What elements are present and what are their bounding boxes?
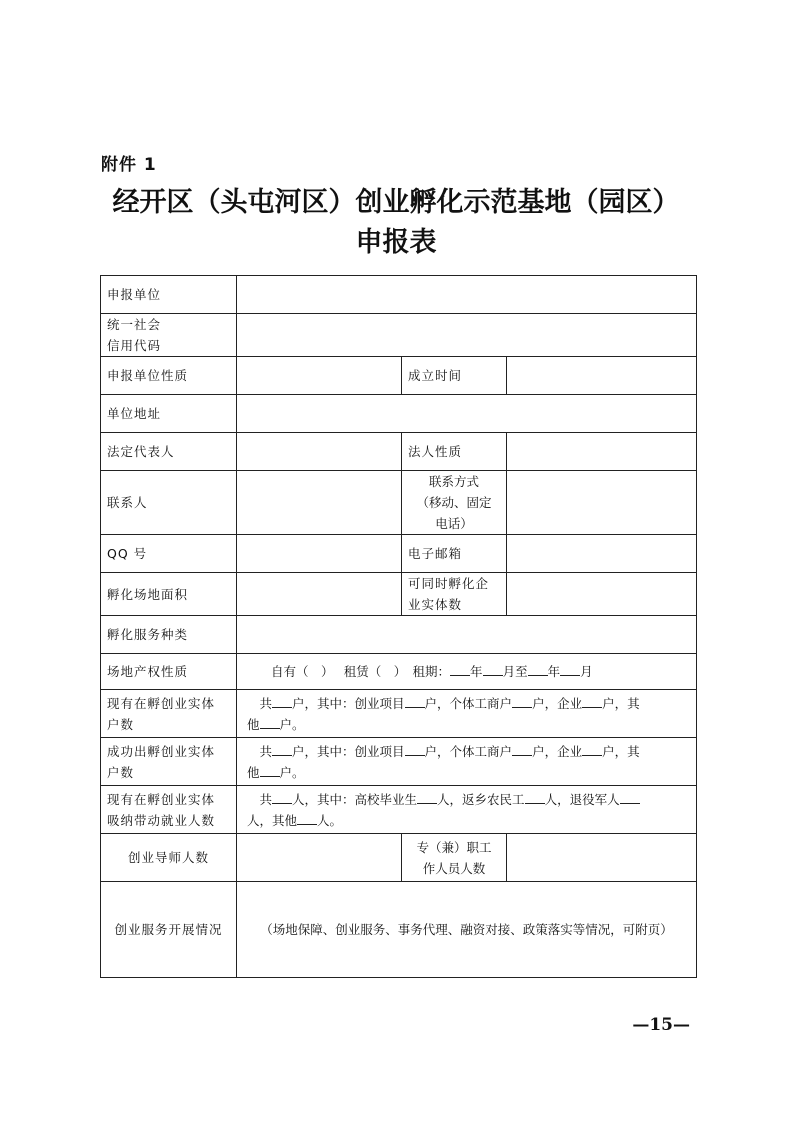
label-graduated-entities: 成功出孵创业实体 户数 [101, 738, 237, 786]
row-legal-rep [101, 433, 697, 471]
row-current-entities [101, 690, 697, 738]
label-area: 孵化场地面积 [101, 573, 237, 616]
label-email: 电子邮箱 [402, 535, 507, 573]
label-credit-code: 统一社会 信用代码 [101, 314, 237, 357]
field-unit-nature[interactable] [237, 357, 402, 395]
field-mentors[interactable] [237, 834, 402, 882]
field-property[interactable]: 自有（ ） 租赁（ ） 租期： 年 月至 年 月 [237, 654, 697, 690]
field-qq[interactable] [237, 535, 402, 573]
title-line-2: 申报表 [355, 227, 437, 258]
label-contact-method: 联系方式 （移动、固定 电话） [402, 471, 507, 535]
label-property: 场地产权性质 [101, 654, 237, 690]
label-mentors: 创业导师人数 [101, 834, 237, 882]
label-contact: 联系人 [101, 471, 237, 535]
label-staff: 专（兼）职工 作人员人数 [402, 834, 507, 882]
row-qq [101, 535, 697, 573]
label-address: 单位地址 [101, 395, 237, 433]
label-established: 成立时间 [402, 357, 507, 395]
label-unit-nature: 申报单位性质 [101, 357, 237, 395]
row-credit-code [101, 314, 697, 357]
field-applicant[interactable] [237, 276, 697, 314]
attachment-label: 附件 1 [101, 155, 157, 175]
row-area [101, 573, 697, 616]
row-graduated-entities [101, 738, 697, 786]
row-services [101, 616, 697, 654]
field-employment[interactable]: 共 人，其中：高校毕业生 人，返乡农民工 人，退役军人 人，其他 人。 [237, 786, 697, 834]
row-unit-nature [101, 357, 697, 395]
field-legal-rep[interactable] [237, 433, 402, 471]
field-contact-method[interactable] [507, 471, 697, 535]
field-address[interactable] [237, 395, 697, 433]
label-employment: 现有在孵创业实体 吸纳带动就业人数 [101, 786, 237, 834]
title-line-1: 经开区（头屯河区）创业孵化示范基地（园区） [112, 187, 680, 218]
application-form-table [100, 275, 697, 978]
label-qq: QQ 号 [101, 535, 237, 573]
field-established[interactable] [507, 357, 697, 395]
field-credit-code[interactable] [237, 314, 697, 357]
row-property [101, 654, 697, 690]
page-number: —15— [632, 1015, 690, 1035]
field-legal-nature[interactable] [507, 433, 697, 471]
row-service-dev [101, 882, 697, 978]
label-applicant: 申报单位 [101, 276, 237, 314]
field-services[interactable] [237, 616, 697, 654]
field-email[interactable] [507, 535, 697, 573]
label-concurrent: 可同时孵化企 业实体数 [402, 573, 507, 616]
field-concurrent[interactable] [507, 573, 697, 616]
field-current-entities[interactable]: 共 户，其中：创业项目 户，个体工商户 户，企业 户，其 他 户。 [237, 690, 697, 738]
field-service-dev[interactable]: （场地保障、创业服务、事务代理、融资对接、政策落实等情况，可附页） [237, 882, 697, 978]
label-service-dev: 创业服务开展情况 [101, 882, 237, 978]
row-contact [101, 471, 697, 535]
row-employment [101, 786, 697, 834]
row-mentors [101, 834, 697, 882]
field-contact[interactable] [237, 471, 402, 535]
label-current-entities: 现有在孵创业实体 户数 [101, 690, 237, 738]
field-area[interactable] [237, 573, 402, 616]
label-legal-rep: 法定代表人 [101, 433, 237, 471]
label-legal-nature: 法人性质 [402, 433, 507, 471]
row-applicant [101, 276, 697, 314]
row-address [101, 395, 697, 433]
label-services: 孵化服务种类 [101, 616, 237, 654]
field-staff[interactable] [507, 834, 697, 882]
field-graduated-entities[interactable]: 共 户，其中：创业项目 户，个体工商户 户，企业 户，其 他 户。 [237, 738, 697, 786]
